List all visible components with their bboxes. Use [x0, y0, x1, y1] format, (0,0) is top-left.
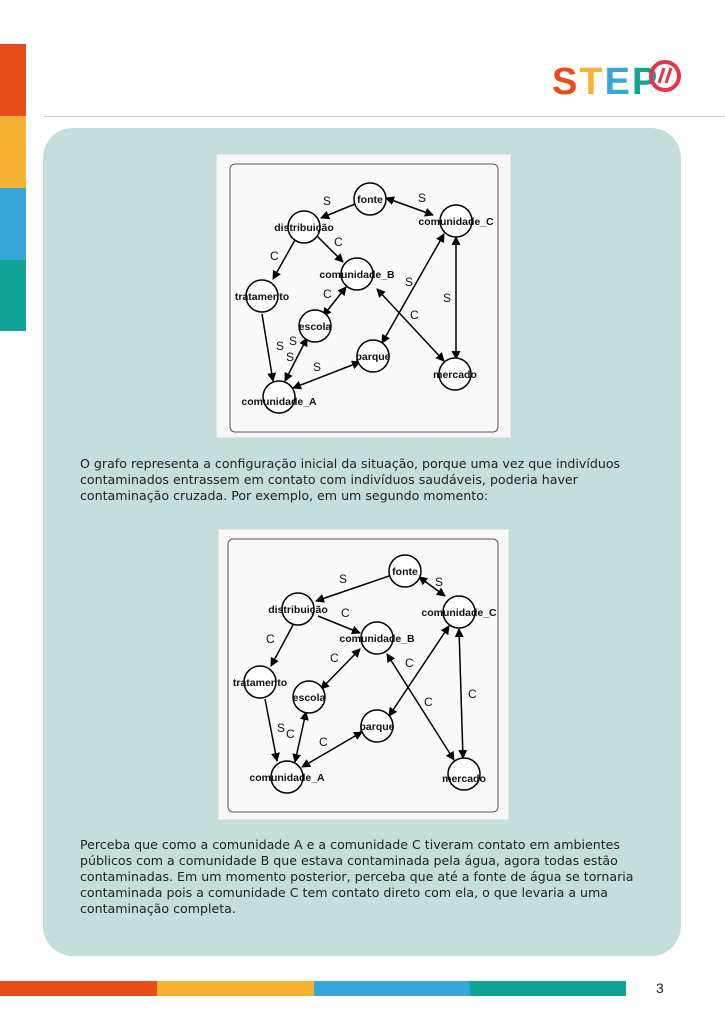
header-divider [44, 116, 725, 117]
edge-label: S [276, 339, 285, 353]
graph-node [359, 710, 394, 742]
svg-text:STEP: STEP [552, 61, 660, 102]
svg-text:comunidade_C: comunidade_C [421, 607, 497, 619]
side-strip-yellow [0, 116, 26, 188]
graph-second-svg [219, 530, 508, 819]
side-strip-orange [0, 44, 26, 116]
svg-text:mercado: mercado [433, 369, 477, 381]
edge-label: C [424, 695, 433, 709]
paragraph-contamination-explanation: Perceba que como a comunidade A e a comunidade C tiveram contato em ambientes públicos com a comunidade B que estava contaminada pela água, agora todas estão contaminadas. Em um momento posterior, perceba que até a fonte de água se tornaria contaminada pois a comunidade C tem contato direto com ela, o que levaria a uma contaminação completa. [80, 837, 634, 916]
edge-label: C [286, 727, 295, 741]
svg-text:tratamento: tratamento [234, 291, 290, 303]
page-number: 3 [656, 980, 664, 996]
edge-label: S [435, 575, 444, 589]
footer-strip-orange [0, 981, 157, 996]
step-logo [552, 58, 687, 102]
edge-label: S [323, 194, 332, 208]
side-strip-blue [0, 188, 26, 260]
edge-label: S [277, 721, 286, 735]
svg-text:distribuição: distribuição [268, 604, 328, 616]
edge-label: C [270, 249, 279, 263]
edge-label: S [289, 334, 298, 348]
graph-node [355, 340, 390, 372]
footer-strip-yellow [157, 981, 314, 996]
svg-text:fonte: fonte [392, 566, 418, 578]
graph-figure-initial [216, 154, 511, 438]
graph-figure-second-moment [218, 529, 509, 820]
footer-strip-blue [314, 981, 470, 996]
svg-text:parque: parque [359, 721, 395, 733]
edge-label: C [319, 735, 328, 749]
graph-node [293, 681, 326, 713]
svg-text:escola: escola [292, 692, 326, 704]
svg-text:comunidade_C: comunidade_C [418, 216, 494, 228]
svg-text:comunidade_B: comunidade_B [319, 269, 395, 281]
edge-label: S [443, 291, 452, 305]
edge-label: C [323, 287, 332, 301]
footer-strip-teal [470, 981, 626, 996]
paragraph-graph-intro: O grafo representa a configuração inicial da situação, porque uma vez que indivíduos contaminados entrassem em contato com indivíduos saudáveis, poderia haver contaminação cruzada. Por exemplo, em um segundo momento: [80, 456, 621, 503]
svg-text:comunidade_A: comunidade_A [241, 396, 317, 408]
svg-text:tratamento: tratamento [232, 677, 288, 689]
edge-label: C [341, 606, 350, 620]
edge-label: C [405, 656, 414, 670]
svg-text:mercado: mercado [442, 773, 486, 785]
edge-label: C [468, 687, 477, 701]
edge-label: S [286, 350, 295, 364]
graph-initial-svg [217, 155, 510, 437]
edge-label: S [313, 360, 322, 374]
graph-node [389, 555, 421, 587]
svg-text:fonte: fonte [357, 194, 383, 206]
edge-label: C [410, 308, 419, 322]
svg-text:comunidade_B: comunidade_B [339, 633, 415, 645]
svg-text:parque: parque [355, 351, 391, 363]
graph-node [354, 183, 386, 215]
svg-text:comunidade_A: comunidade_A [249, 772, 325, 784]
graph-node [299, 310, 332, 342]
edge-label: C [330, 651, 339, 665]
svg-text:escola: escola [298, 321, 332, 333]
edge-label: S [339, 572, 348, 586]
svg-text:distribuição: distribuição [274, 222, 334, 234]
edge-label: S [418, 191, 427, 205]
edge-label: C [266, 632, 275, 646]
edge-label: C [334, 235, 343, 249]
edge-label: S [405, 275, 414, 289]
side-strip-teal [0, 260, 26, 331]
